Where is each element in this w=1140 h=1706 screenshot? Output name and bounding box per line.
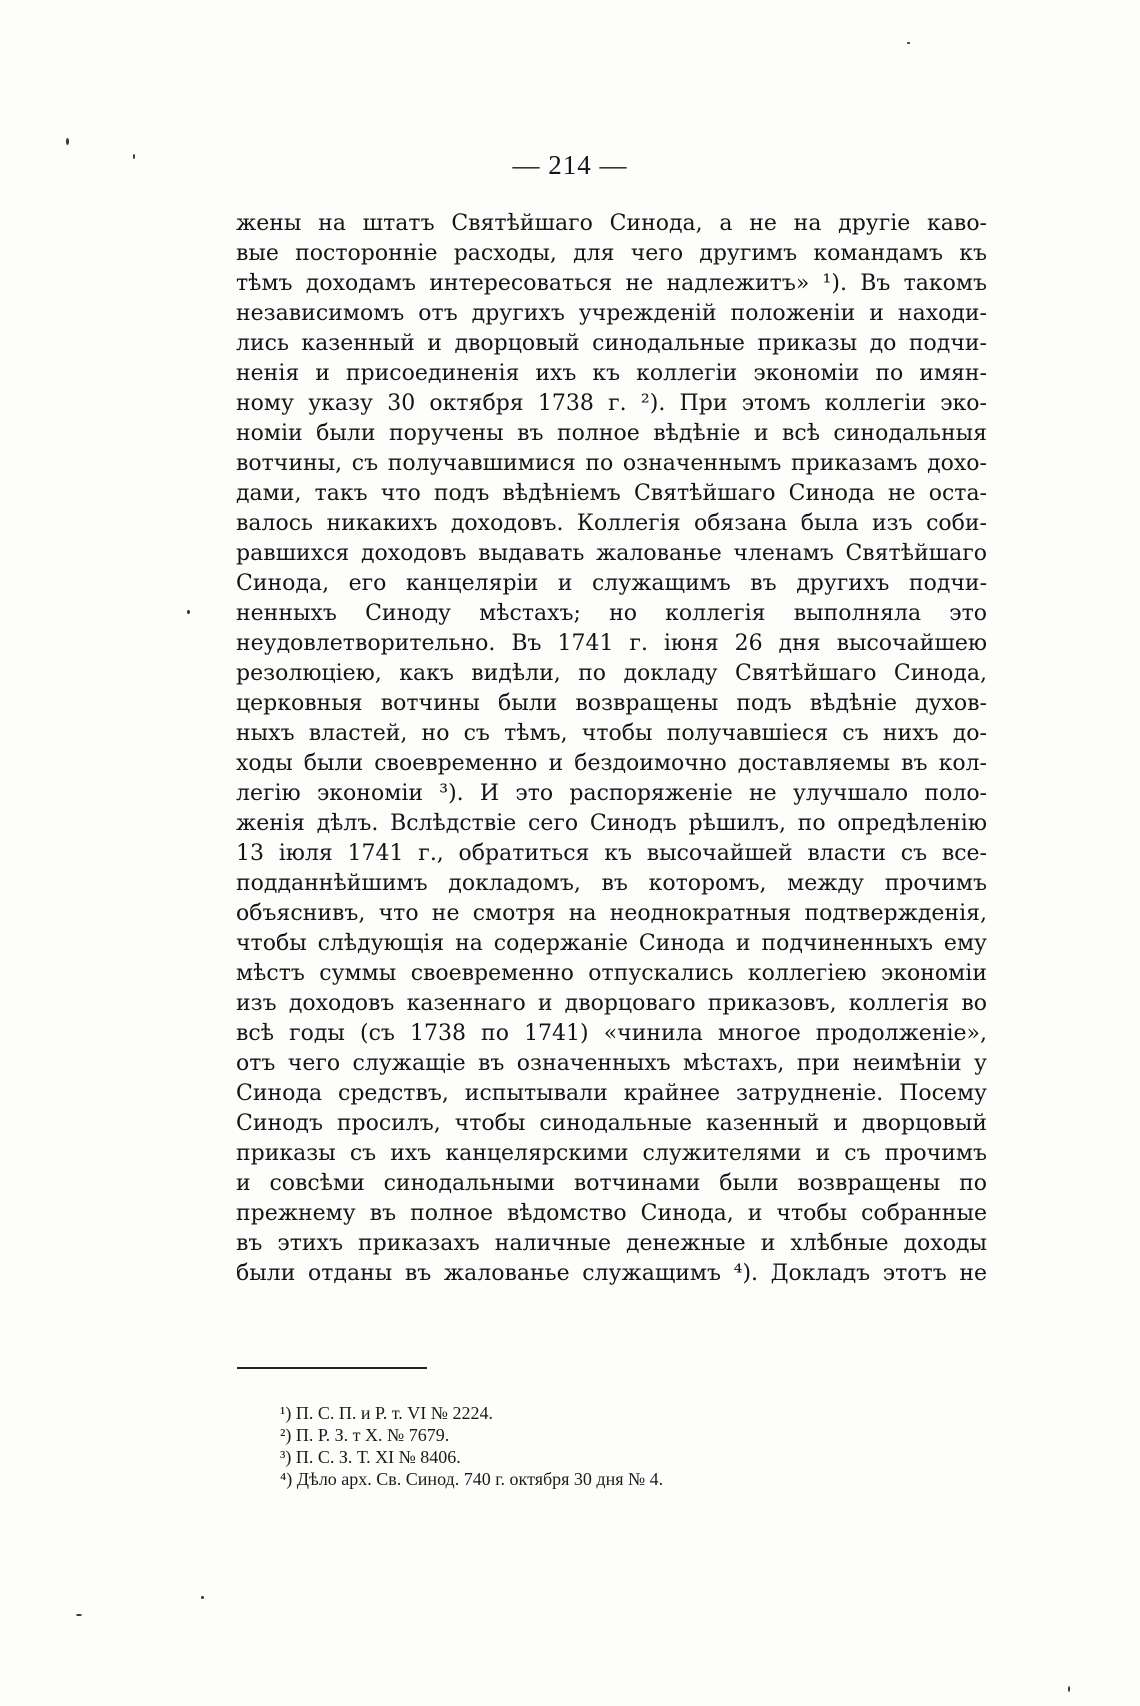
body-text bbox=[236, 209, 987, 1289]
text-line-36: были отданы въ жалованье служащимъ ⁴). Докладъ этотъ не bbox=[236, 1261, 987, 1286]
scan-speck bbox=[133, 154, 135, 159]
scan-speck bbox=[907, 42, 910, 44]
text-line-19: ходы были своевременно и бездоимочно доставляемы въ кол- bbox=[236, 751, 987, 776]
text-line-16: резолюціею, какъ видѣли, по докладу Святѣйшаго Синода, bbox=[236, 661, 987, 686]
text-line-10: дами, такъ что подъ вѣдѣніемъ Святѣйшаго Синода не оста- bbox=[236, 481, 987, 506]
text-line-24: объяснивъ, что не смотря на неоднократныя подтвержденія, bbox=[236, 901, 987, 926]
text-line-31: Синодъ просилъ, чтобы синодальные казенный и дворцовый bbox=[236, 1111, 987, 1136]
text-line-7: ному указу 30 октября 1738 г. ²). При этомъ коллегіи эко- bbox=[236, 391, 987, 416]
text-line-30: Синода средствъ, испытывали крайнее затрудненіе. Посему bbox=[236, 1081, 987, 1106]
text-line-11: валось никакихъ доходовъ. Коллегія обязана была изъ соби- bbox=[236, 511, 987, 536]
text-line-12: равшихся доходовъ выдавать жалованье членамъ Святѣйшаго bbox=[236, 541, 987, 566]
scan-speck bbox=[187, 610, 190, 614]
text-line-15: неудовлетворительно. Въ 1741 г. іюня 26 дня высочайшею bbox=[236, 631, 987, 656]
text-line-18: ныхъ властей, но съ тѣмъ, чтобы получавшіеся съ нихъ до- bbox=[236, 721, 987, 746]
text-line-3: тѣмъ доходамъ интересоваться не надлежитъ» ¹). Въ такомъ bbox=[236, 271, 987, 296]
text-line-17: церковныя вотчины были возвращены подъ вѣдѣніе духов- bbox=[236, 691, 987, 716]
text-line-33: и совсѣми синодальными вотчинами были возвращены по bbox=[236, 1171, 987, 1196]
text-line-2: вые посторонніе расходы, для чего другимъ командамъ къ bbox=[236, 241, 987, 266]
footnote-1: ¹) П. С. П. и Р. т. VI № 2224. bbox=[280, 1403, 493, 1423]
page-number: — 214 — bbox=[512, 150, 628, 180]
text-line-6: ненія и присоединенія ихъ къ коллегіи экономіи по имян- bbox=[236, 361, 987, 386]
text-line-4: независимомъ отъ другихъ учрежденій положеніи и находи- bbox=[236, 301, 987, 326]
text-line-8: номіи были поручены въ полное вѣдѣніе и всѣ синодальныя bbox=[236, 421, 987, 446]
text-line-14: ненныхъ Синоду мѣстахъ; но коллегія выполняла это bbox=[236, 601, 987, 626]
text-line-26: мѣстъ суммы своевременно отпускались коллегіею экономіи bbox=[236, 961, 987, 986]
text-line-23: подданнѣйшимъ докладомъ, въ которомъ, между прочимъ bbox=[236, 871, 987, 896]
scan-speck bbox=[76, 1614, 82, 1616]
text-line-27: изъ доходовъ казеннаго и дворцоваго приказовъ, коллегія во bbox=[236, 991, 987, 1016]
text-line-35: въ этихъ приказахъ наличные денежные и хлѣбные доходы bbox=[236, 1231, 987, 1256]
text-line-29: отъ чего служащіе въ означенныхъ мѣстахъ, при неимѣніи у bbox=[236, 1051, 987, 1076]
scan-speck bbox=[1068, 1686, 1070, 1692]
text-line-20: легію экономіи ³). И это распоряженіе не улучшало поло- bbox=[236, 781, 987, 806]
text-line-32: приказы съ ихъ канцелярскими служителями и съ прочимъ bbox=[236, 1141, 987, 1166]
footnote-3: ³) П. С. З. Т. XI № 8406. bbox=[280, 1447, 461, 1467]
text-line-9: вотчины, съ получавшимися по означеннымъ приказамъ дохо- bbox=[236, 451, 987, 476]
footnote-4: ⁴) Дѣло арх. Св. Синод. 740 г. октября 30 дня № 4. bbox=[280, 1469, 664, 1489]
footnote-2: ²) П. Р. З. т X. № 7679. bbox=[280, 1425, 450, 1445]
scan-speck bbox=[201, 1596, 204, 1599]
text-line-21: женія дѣлъ. Вслѣдствіе сего Синодъ рѣшилъ, по опредѣленію bbox=[236, 811, 987, 836]
footnotes bbox=[280, 1402, 880, 1490]
text-line-5: лись казенный и дворцовый синодальные приказы до подчи- bbox=[236, 331, 987, 356]
text-line-13: Синода, его канцеляріи и служащимъ въ другихъ подчи- bbox=[236, 571, 987, 596]
scan-speck bbox=[66, 138, 69, 145]
footnote-separator bbox=[237, 1367, 427, 1369]
text-line-34: прежнему въ полное вѣдомство Синода, и чтобы собранные bbox=[236, 1201, 987, 1226]
text-line-1: жены на штатъ Святѣйшаго Синода, а не на другіе каво- bbox=[236, 211, 987, 236]
text-line-25: чтобы слѣдующія на содержаніе Синода и подчиненныхъ ему bbox=[236, 931, 987, 956]
text-line-28: всѣ годы (съ 1738 по 1741) «чинила многое продолженіе», bbox=[236, 1021, 987, 1046]
text-line-22: 13 іюля 1741 г., обратиться къ высочайшей власти съ все- bbox=[236, 841, 987, 866]
